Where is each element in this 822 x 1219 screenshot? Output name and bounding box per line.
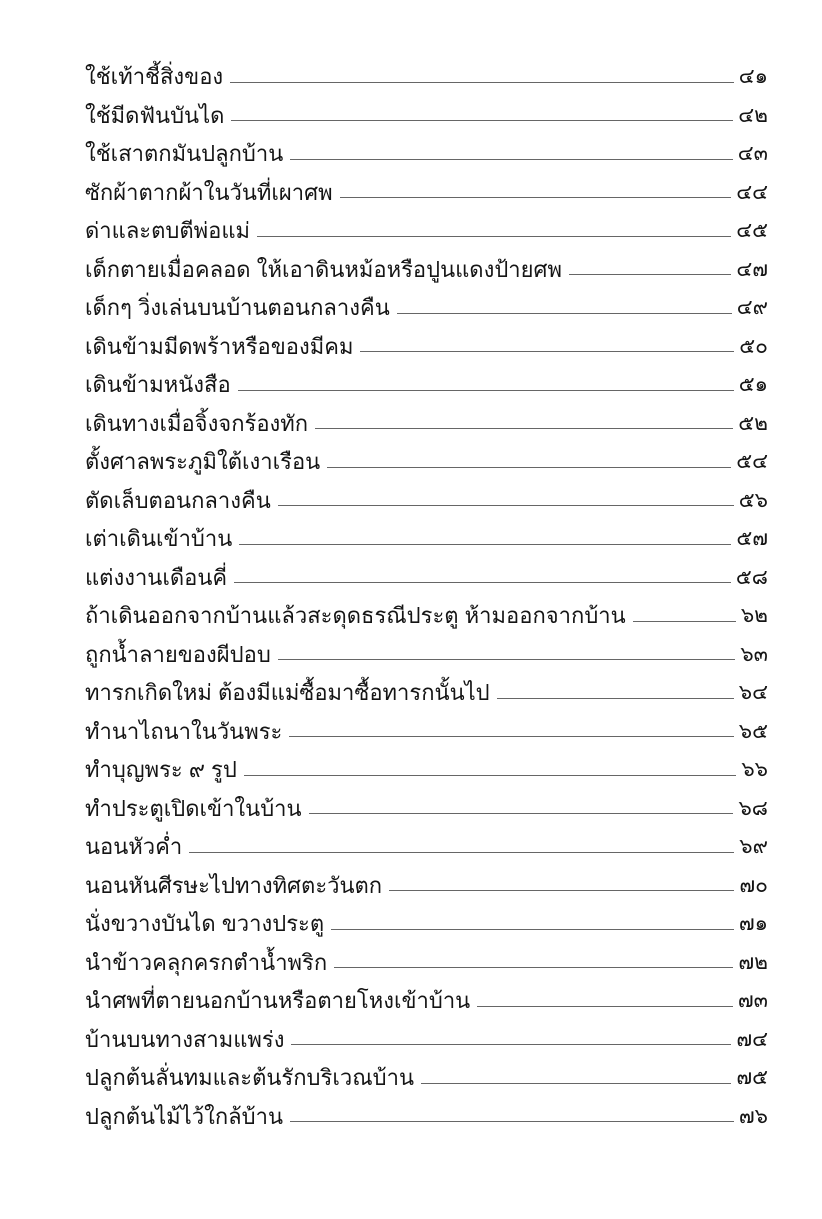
toc-entry-title: ใช้เสาตกมันปลูกบ้าน (85, 141, 284, 166)
leader-line (257, 236, 731, 237)
toc-entry-page-number: ๗๕ (736, 1066, 768, 1090)
leader-line (334, 967, 733, 968)
leader-line (477, 1006, 733, 1007)
toc-entry-page-number: ๔๙ (736, 296, 768, 320)
toc-row (85, 745, 768, 784)
toc-entry-title: เดินข้ามมีดพร้าหรือของมีคม (85, 333, 354, 359)
toc-row (85, 206, 768, 245)
toc-entry-page-number: ๗๔ (736, 1027, 768, 1051)
toc-row (85, 976, 768, 1015)
toc-entry-page-number: ๖๘ (738, 796, 768, 820)
toc-row (85, 591, 768, 630)
toc-entry-page-number: ๗๖ (738, 1104, 768, 1128)
toc-entry-title: ใช้มีดฟันบันได (85, 102, 225, 128)
toc-entry-page-number: ๖๖ (741, 758, 768, 782)
toc-entry-page-number: ๖๕ (738, 719, 768, 743)
leader-line (291, 1044, 731, 1045)
toc-entry-title: เต่าเดินเข้าบ้าน (85, 526, 233, 551)
toc-entry-page-number: ๗๑ (738, 912, 768, 936)
toc-row (85, 514, 768, 553)
leader-line (397, 313, 732, 314)
toc-entry-title: แต่งงานเดือนคี่ (85, 564, 228, 590)
leader-line (389, 890, 734, 891)
toc-row (85, 1092, 768, 1131)
leader-line (238, 390, 734, 391)
toc-entry-title: ปลูกต้นไม้ไว้ใกล้บ้าน (85, 1103, 283, 1129)
toc-row (85, 668, 768, 707)
toc-row (85, 399, 768, 438)
toc-entry-title: ด่าและตบตีพ่อแม่ (85, 218, 251, 243)
toc-row (85, 245, 768, 284)
leader-line (290, 159, 733, 160)
toc-entry-page-number: ๕๒ (738, 411, 768, 435)
toc-row (85, 52, 768, 91)
toc-entry-title: ทำบุญพระ ๙ รูป (85, 757, 237, 782)
toc-entry-page-number: ๖๔ (738, 681, 768, 705)
toc-row (85, 283, 768, 322)
toc-row (85, 360, 768, 399)
toc-entry-page-number: ๖๒ (740, 604, 768, 628)
toc-row (85, 707, 768, 746)
leader-line (189, 852, 734, 853)
toc-entry-page-number: ๕๗ (736, 527, 768, 551)
toc-entry-page-number: ๔๒ (738, 103, 768, 127)
leader-line (340, 197, 732, 198)
leader-line (230, 82, 734, 83)
leader-line (315, 428, 733, 429)
toc-entry-page-number: ๔๑ (738, 65, 768, 89)
toc-row (85, 899, 768, 938)
toc-entry-page-number: ๗๐ (739, 873, 768, 897)
toc-row (85, 861, 768, 900)
toc-entry-page-number: ๗๓ (737, 989, 768, 1013)
toc-entry-title: นั่งขวางบันได ขวางประตู (85, 911, 325, 936)
toc-entry-title: ปลูกต้นลั่นทมและต้นรักบริเวณบ้าน (85, 1065, 414, 1090)
toc-entry-page-number: ๕๑ (738, 373, 768, 397)
leader-line (360, 351, 734, 352)
toc-row (85, 822, 768, 861)
toc-entry-page-number: ๔๕ (736, 219, 768, 243)
toc-entry-title: เด็กตายเมื่อคลอด ให้เอาดินหม้อหรือปูนแดงป้ายศพ (85, 256, 562, 282)
toc-entry-title: ถูกน้ำลายของผีปอบ (85, 641, 271, 667)
toc-entry-page-number: ๖๙ (739, 835, 768, 859)
toc-entry-title: ตั้งศาลพระภูมิใต้เงาเรือน (85, 449, 321, 474)
toc-entry-title: เดินข้ามหนังสือ (85, 372, 231, 397)
leader-line (569, 274, 731, 275)
toc-row (85, 437, 768, 476)
leader-line (278, 659, 736, 660)
toc-entry-page-number: ๕๖ (738, 488, 768, 512)
toc-entry-title: นอนหันศีรษะไปทางทิศตะวันตก (85, 872, 383, 898)
leader-line (289, 736, 733, 737)
toc-entry-page-number: ๔๔ (736, 180, 768, 204)
toc-entry-title: ถ้าเดินออกจากบ้านแล้วสะดุดธรณีประตู ห้ามออกจากบ้าน (85, 603, 626, 628)
leader-line (239, 544, 731, 545)
toc-entry-title: นอนหัวค่ำ (85, 834, 183, 859)
toc-row (85, 784, 768, 823)
toc-entry-page-number: ๕๔ (736, 450, 768, 474)
toc-entry-title: เดินทางเมื่อจิ้งจกร้องทัก (85, 410, 309, 436)
leader-line (290, 1121, 734, 1122)
toc-entry-title: เด็กๆ วิ่งเล่นบนบ้านตอนกลางคืน (85, 295, 390, 320)
toc-entry-title: นำข้าวคลุกครกตำน้ำพริก (85, 949, 328, 975)
toc-row (85, 168, 768, 207)
toc-entry-title: นำศพที่ตายนอกบ้านหรือตายโหงเข้าบ้าน (85, 988, 471, 1013)
leader-line (244, 775, 737, 776)
leader-line (633, 621, 736, 622)
toc-row (85, 1015, 768, 1054)
leader-line (497, 698, 734, 699)
toc-entry-title: ซักผ้าตากผ้าในวันที่เผาศพ (85, 179, 333, 205)
toc-entry-title: บ้านบนทางสามแพร่ง (85, 1026, 285, 1052)
toc-entry-title: ทำประตูเปิดเข้าในบ้าน (85, 795, 302, 821)
toc-entry-title: ทารกเกิดใหม่ ต้องมีแม่ซื้อมาซื้อทารกนั้นไป (85, 680, 490, 705)
toc-row (85, 630, 768, 669)
toc-row (85, 553, 768, 592)
toc-row (85, 938, 768, 977)
toc-row (85, 322, 768, 361)
leader-line (231, 120, 733, 121)
leader-line (309, 813, 734, 814)
toc-entry-title: ตัดเล็บตอนกลางคืน (85, 487, 271, 513)
toc-entry-page-number: ๕๐ (739, 334, 768, 358)
leader-line (278, 505, 734, 506)
toc-entry-page-number: ๔๗ (736, 257, 768, 281)
leader-line (421, 1083, 731, 1084)
toc-entry-page-number: ๔๓ (737, 142, 768, 166)
leader-line (234, 582, 731, 583)
toc-row (85, 476, 768, 515)
toc-row (85, 129, 768, 168)
leader-line (331, 929, 734, 930)
leader-line (327, 467, 731, 468)
toc-entry-title: ทำนาไถนาในวันพระ (85, 718, 283, 744)
toc-row (85, 91, 768, 130)
toc-entry-page-number: ๕๘ (735, 565, 768, 589)
toc-entry-page-number: ๖๓ (740, 642, 768, 666)
toc-entry-page-number: ๗๒ (738, 950, 768, 974)
toc-entry-title: ใช้เท้าชี้สิ่งของ (85, 64, 224, 89)
toc-row (85, 1053, 768, 1092)
